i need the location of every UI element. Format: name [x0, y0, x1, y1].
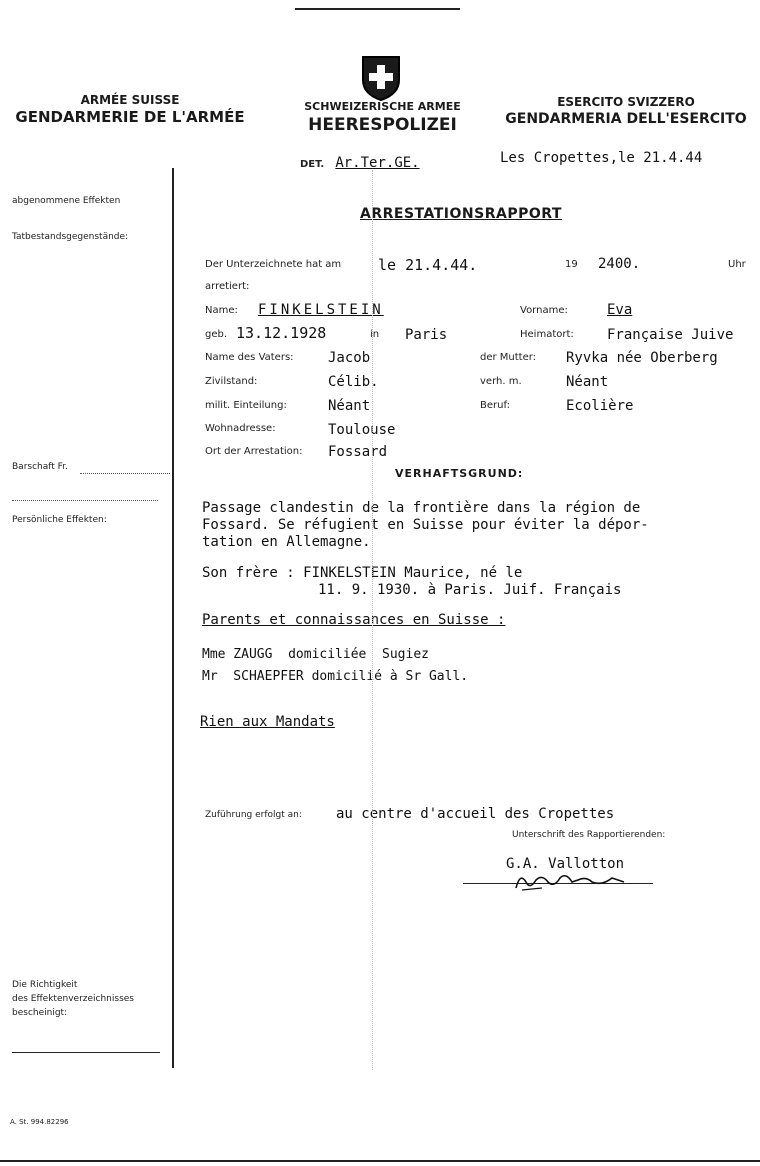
address-label: Wohnadresse:	[205, 423, 276, 434]
arrest-place-value: Fossard	[328, 444, 388, 460]
relative-item: Mr SCHAEPFER domicilié à Sr Gall.	[202, 669, 469, 684]
firstname-value: Eva	[607, 302, 633, 318]
transfer-label: Zuführung erfolgt an:	[205, 810, 302, 820]
certify-line2: des Effektenverzeichnisses	[12, 994, 134, 1004]
header-right	[495, 94, 757, 128]
address-value: Toulouse	[328, 422, 396, 438]
personal-effects-label: Persönliche Effekten:	[12, 515, 107, 525]
scan-fold-line	[372, 170, 373, 1070]
place-date: Les Cropettes,le 21.4.44	[500, 150, 703, 166]
header-left-line2: GENDARMERIE DE L'ARMÉE	[15, 108, 245, 126]
reason-line: Passage clandestin de la frontière dans la région de	[202, 500, 641, 516]
origin-label: Heimatort:	[520, 329, 574, 340]
name-label: Name:	[205, 305, 238, 316]
born-value: 13.12.1928	[236, 324, 327, 342]
mother-label: der Mutter:	[480, 352, 537, 363]
military-value: Néant	[328, 398, 371, 414]
born-place: Paris	[405, 327, 448, 343]
father-value: Jacob	[328, 350, 371, 366]
det-label: DET.	[300, 159, 325, 170]
born-in: in	[370, 329, 380, 340]
time-unit: Uhr	[728, 259, 746, 270]
effects-taken-label: abgenommene Effekten	[12, 196, 121, 206]
arrested-date: le 21.4.44.	[378, 256, 478, 274]
signature-scribble	[512, 868, 632, 894]
job-label: Beruf:	[480, 400, 510, 411]
origin-value: Française Juive	[607, 327, 734, 343]
brother-line2: 11. 9. 1930. à Paris. Juif. Français	[318, 582, 622, 598]
reason-heading: VERHAFTSGRUND:	[395, 467, 524, 480]
mandates-note: Rien aux Mandats	[200, 714, 335, 730]
born-label: geb.	[205, 329, 228, 340]
married-label: verh. m.	[480, 376, 522, 387]
sidebar-vertical-rule	[172, 168, 174, 1068]
header-center-line1: SCHWEIZERISCHE ARMEE	[304, 100, 461, 113]
arrested-suffix: arretiert:	[205, 281, 250, 292]
cash-dotted-line	[80, 473, 170, 474]
father-label: Name des Vaters:	[205, 352, 294, 363]
year-prefix: 19	[565, 259, 578, 270]
swiss-cross-shield-icon	[360, 54, 402, 102]
relatives-block	[202, 644, 468, 688]
reason-line: tation en Allemagne.	[202, 534, 371, 550]
name-value: FINKELSTEIN	[258, 302, 384, 318]
header-center-line2: HEERESPOLIZEI	[308, 115, 457, 135]
header-center	[285, 98, 480, 134]
job-value: Ecolière	[566, 398, 634, 414]
transfer-value: au centre d'accueil des Cropettes	[336, 806, 615, 822]
header-left-line1: ARMÉE SUISSE	[80, 93, 180, 107]
brother-block	[202, 565, 621, 599]
civil-value: Célib.	[328, 374, 379, 390]
relative-item: Mme ZAUGG domiciliée Sugiez	[202, 647, 429, 662]
det-field	[300, 152, 420, 171]
header-left	[10, 92, 250, 126]
cash-divider	[12, 500, 158, 501]
header-right-line2: GENDARMERIA DELL'ESERCITO	[505, 111, 747, 127]
military-label: milit. Einteilung:	[205, 400, 287, 411]
report-title: ARRESTATIONSRAPPORT	[360, 206, 562, 222]
certify-line1: Die Richtigkeit	[12, 980, 78, 990]
firstname-label: Vorname:	[520, 305, 568, 316]
certify-signature-line	[12, 1052, 160, 1053]
certify-block	[12, 978, 134, 1020]
relatives-heading: Parents et connaissances en Suisse :	[202, 612, 506, 628]
header-top-rule	[295, 8, 460, 10]
page-bottom-rule	[0, 1160, 760, 1162]
arrested-label: Der Unterzeichnete hat am	[205, 259, 342, 270]
form-number: A. St. 994.82296	[10, 1118, 69, 1126]
mother-value: Ryvka née Oberberg	[566, 350, 718, 366]
arrest-place-label: Ort der Arrestation:	[205, 446, 303, 457]
married-value: Néant	[566, 374, 609, 390]
det-value: Ar.Ter.GE.	[335, 155, 420, 171]
brother-line1: Son frère : FINKELSTEIN Maurice, né le	[202, 565, 523, 581]
reason-block	[202, 500, 649, 551]
header-right-line1: ESERCITO SVIZZERO	[557, 95, 695, 109]
certify-line3: bescheinigt:	[12, 1008, 68, 1018]
signature-label: Unterschrift des Rapportierenden:	[512, 830, 666, 840]
cash-label: Barschaft Fr.	[12, 462, 68, 472]
evidence-label: Tatbestandsgegenstände:	[12, 232, 129, 242]
reason-line: Fossard. Se réfugient en Suisse pour éviter la dépor-	[202, 517, 649, 533]
signature-name: G.A. Vallotton	[506, 856, 625, 872]
civil-label: Zivilstand:	[205, 376, 258, 387]
time-value: 2400.	[598, 256, 641, 272]
